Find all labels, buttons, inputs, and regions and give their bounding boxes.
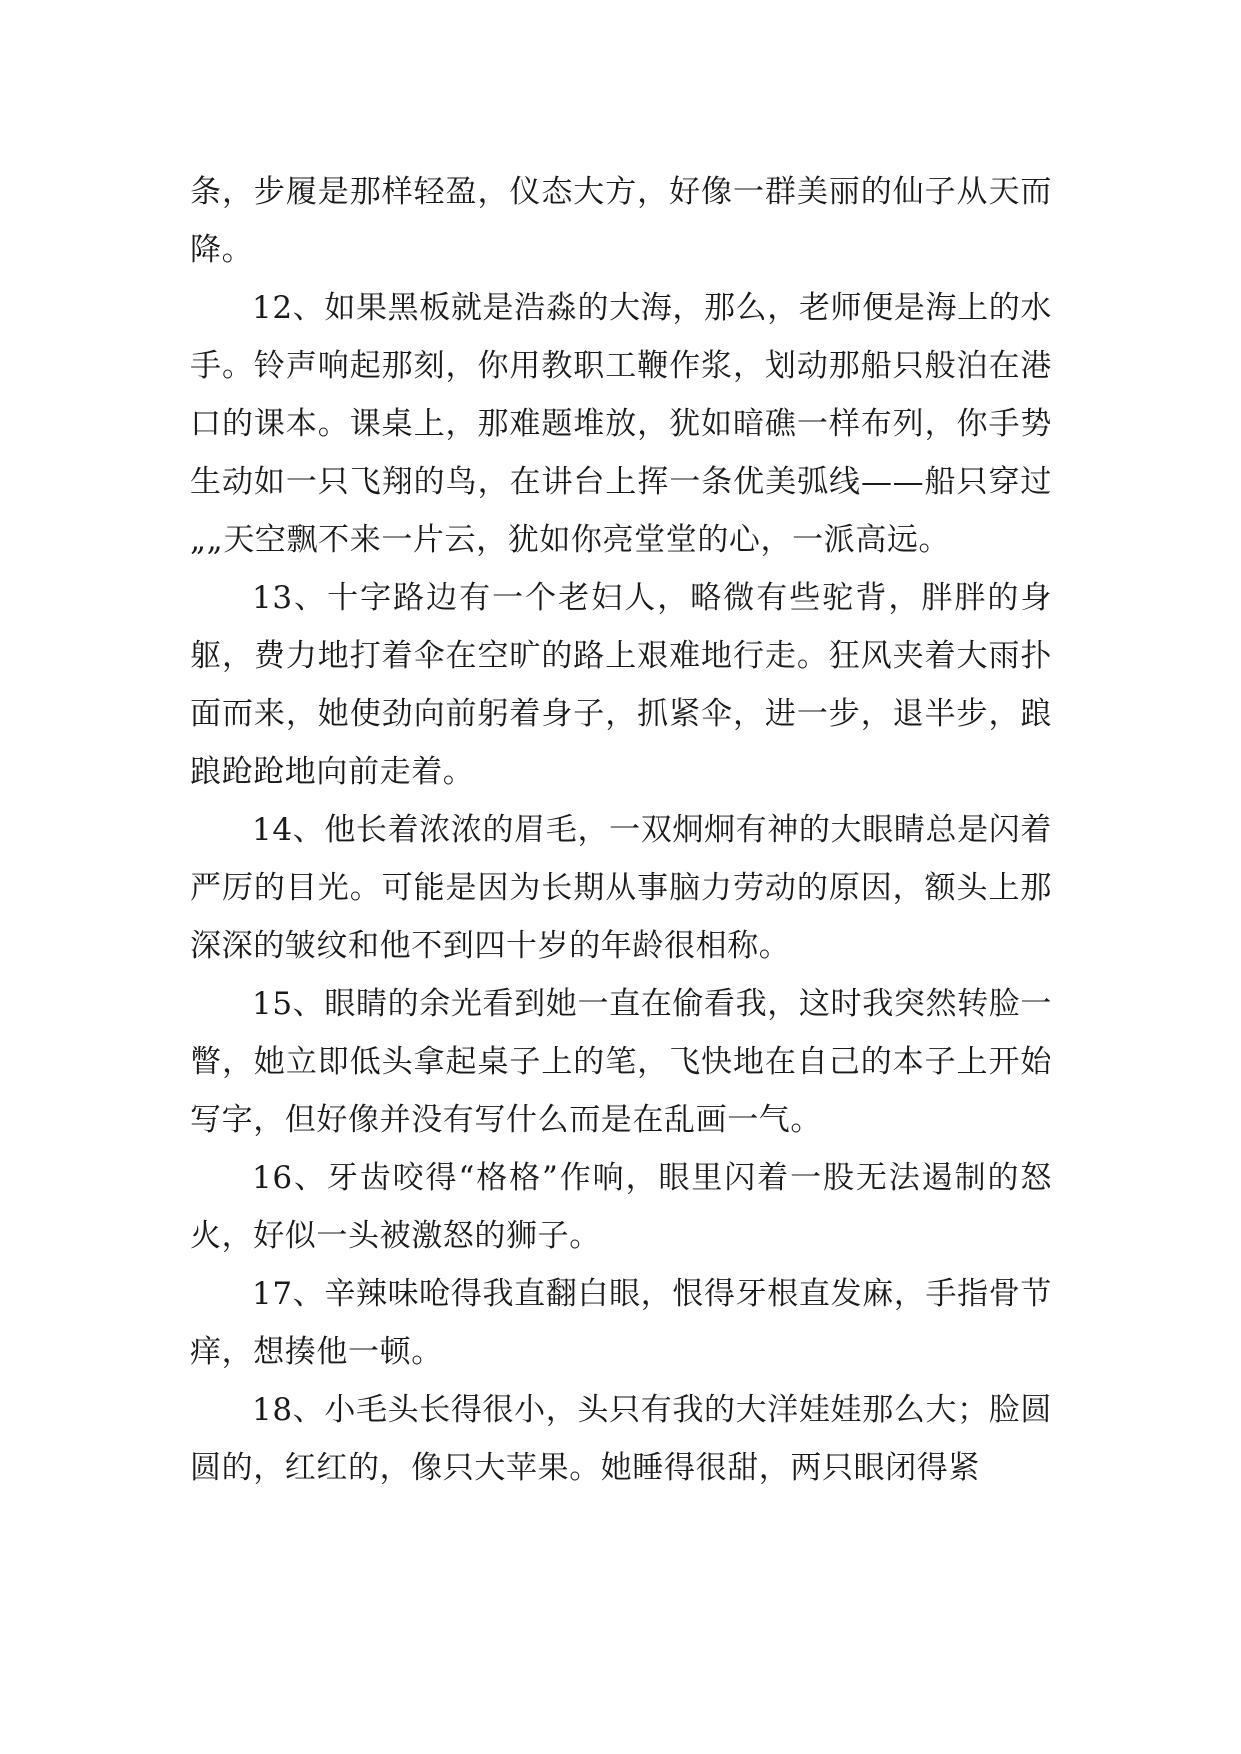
paragraph-12: 12、如果黑板就是浩淼的大海，那么，老师便是海上的水手。铃声响起那刻，你用教职工鞭作浆，划动那船只般泊在港口的课本。课桌上，那难题堆放，犹如暗礁一样布列，你手势生动如一只飞翔的鸟，在讲台上挥一条优美弧线——船只穿过„„天空飘不来一片云，犹如你亮堂堂的心，一派高远。: [190, 290, 1052, 558]
paragraph-14: 14、他长着浓浓的眉毛，一双炯炯有神的大眼睛总是闪着严厉的目光。可能是因为长期从事脑力劳动的原因，额头上那深深的皱纹和他不到四十岁的年龄很相称。: [190, 812, 1052, 964]
paragraph-continued: 条，步履是那样轻盈，仪态大方，好像一群美丽的仙子从天而降。: [190, 174, 1052, 268]
paragraph-17: 17、辛辣味呛得我直翻白眼，恨得牙根直发麻，手指骨节痒，想揍他一顿。: [190, 1276, 1052, 1370]
paragraph-18: 18、小毛头长得很小，头只有我的大洋娃娃那么大；脸圆圆的，红红的，像只大苹果。她睡得很甜，两只眼闭得紧: [190, 1392, 1052, 1486]
paragraph-15: 15、眼睛的余光看到她一直在偷看我，这时我突然转脸一瞥，她立即低头拿起桌子上的笔，飞快地在自己的本子上开始写字，但好像并没有写什么而是在乱画一气。: [190, 986, 1052, 1138]
paragraph-13: 13、十字路边有一个老妇人，略微有些驼背，胖胖的身躯，费力地打着伞在空旷的路上艰难地行走。狂风夹着大雨扑面而来，她使劲向前躬着身子，抓紧伞，进一步，退半步，踉踉跄跄地向前走着。: [190, 580, 1052, 790]
document-body: [190, 163, 1052, 1497]
paragraph-16: 16、牙齿咬得“格格”作响，眼里闪着一股无法遏制的怒火，好似一头被激怒的狮子。: [190, 1160, 1052, 1254]
